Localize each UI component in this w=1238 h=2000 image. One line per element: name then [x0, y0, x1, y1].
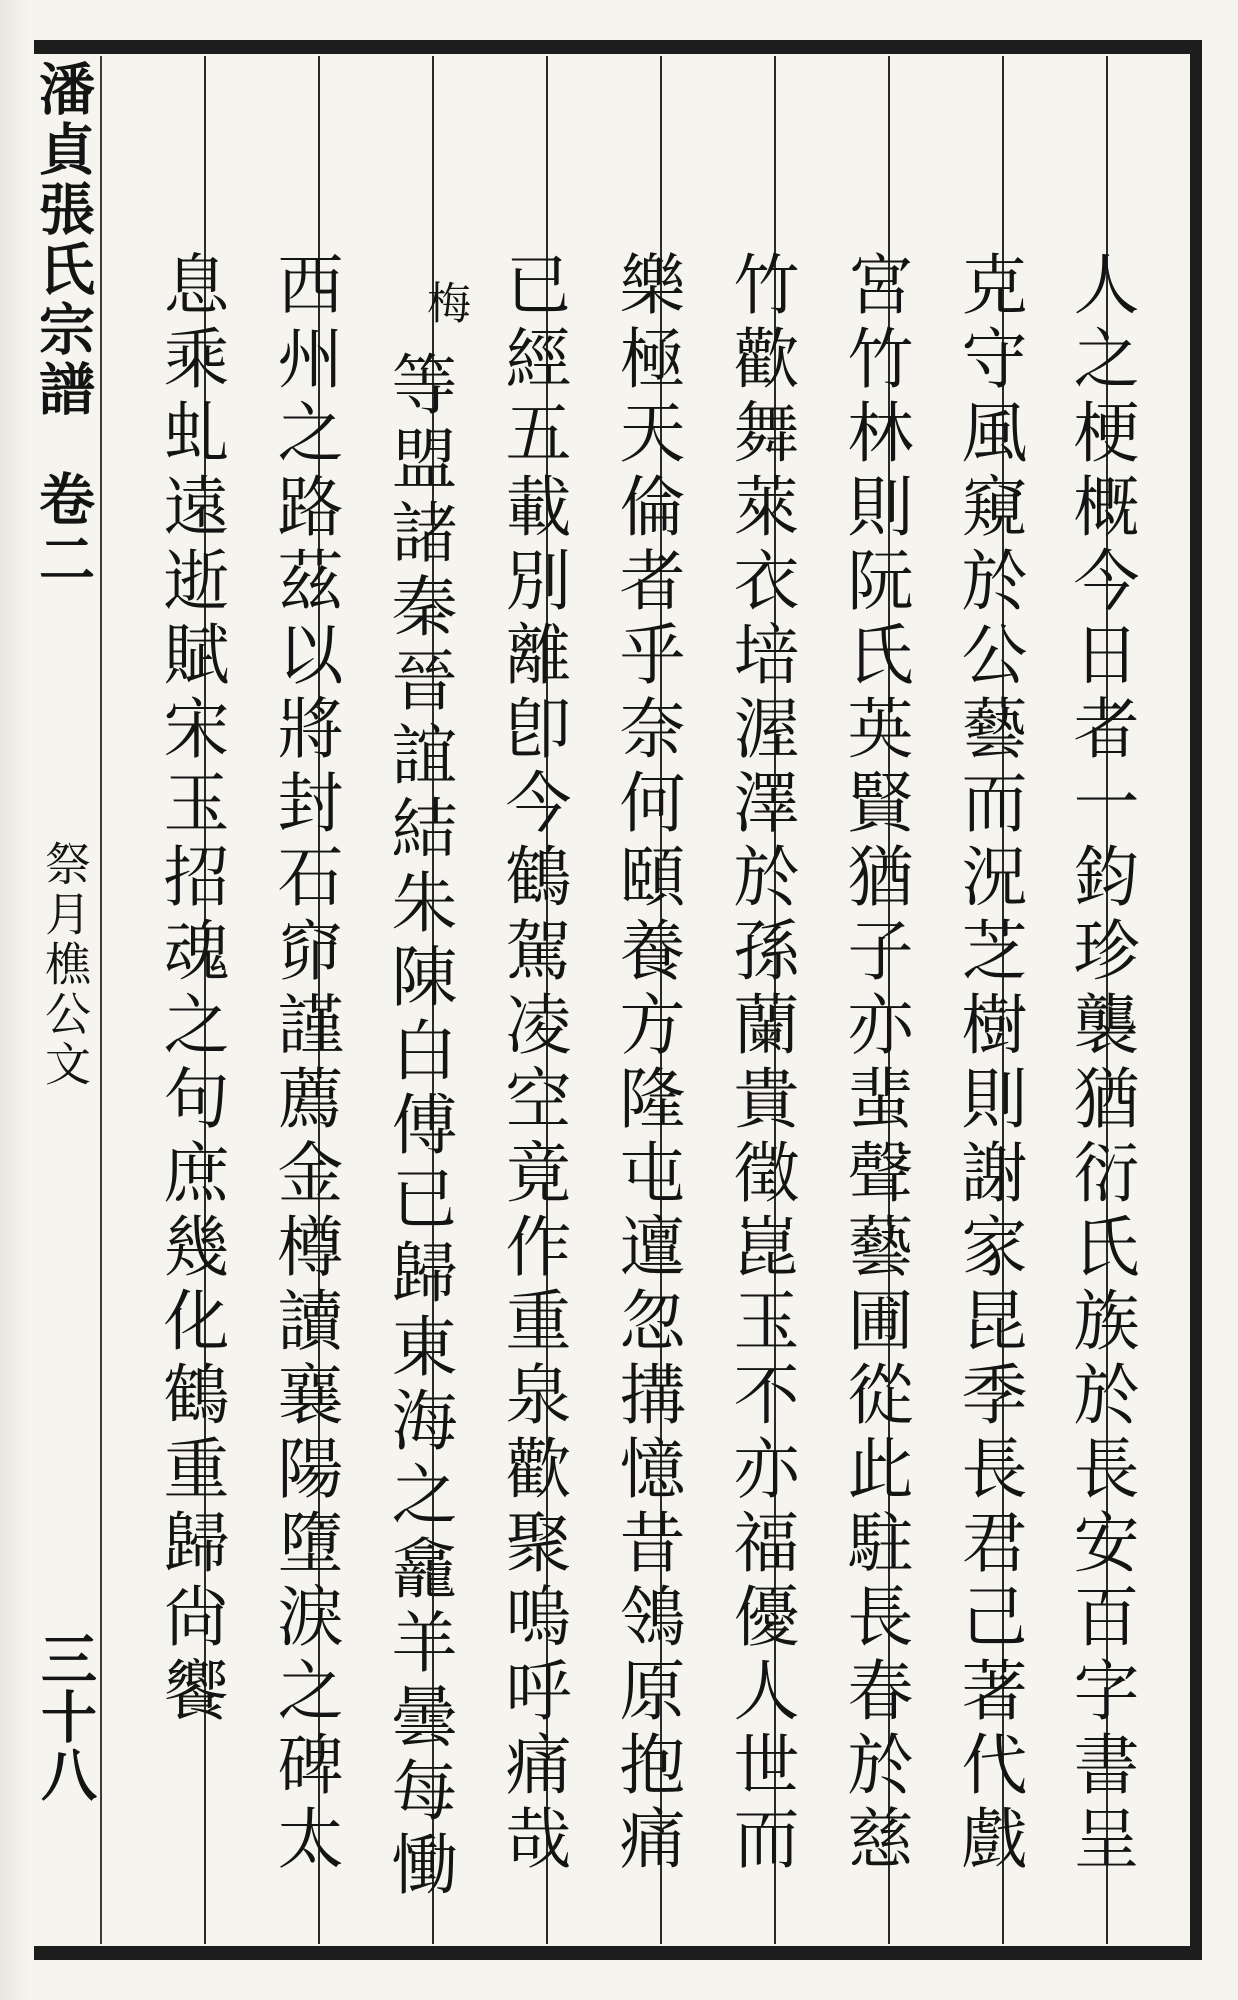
text-column-3: 宮竹林則阮氏英賢猶子亦蜚聲藝圃從此駐長春於慈: [836, 250, 913, 1878]
annotation-mei: 梅: [419, 280, 470, 332]
section-title: 祭月樵公文: [38, 840, 92, 1090]
text-column-6: 已經五載別離卽今鶴駕凌空竟作重泉歡聚嗚呼痛哉: [494, 250, 571, 1878]
text-column-2: 克守風窺於公藝而況芝樹則謝家昆季長君己著代戲: [950, 250, 1027, 1878]
text-column-4: 竹歡舞萊衣培渥澤於孫蘭貴徵崑玉不亦福優人世而: [722, 250, 799, 1878]
text-column-8: 西州之路茲以將封石窌謹薦金樽讀襄陽墮淚之碑太: [266, 250, 343, 1878]
page-number: 三十八: [32, 1630, 98, 1804]
text-column-9: 息乘虬遠逝賦宋玉招魂之句庶幾化鶴重歸尙饗: [152, 250, 229, 1730]
volume-label: 卷二: [30, 470, 96, 590]
book-title: 潘貞張氏宗譜: [30, 60, 96, 420]
page-edge: [0, 0, 30, 2000]
text-column-1: 人之梗概今日者一鈞珍襲猶衍氏族於長安百字書呈: [1062, 250, 1139, 1878]
text-column-7: 等盟諸秦晉誼結朱陳白傅已歸東海之龕羊曇每慟: [380, 350, 457, 1904]
text-column-5: 樂極天倫者乎奈何頤養方隆屯邅忽搆憶昔鴒原抱痛: [608, 250, 685, 1878]
